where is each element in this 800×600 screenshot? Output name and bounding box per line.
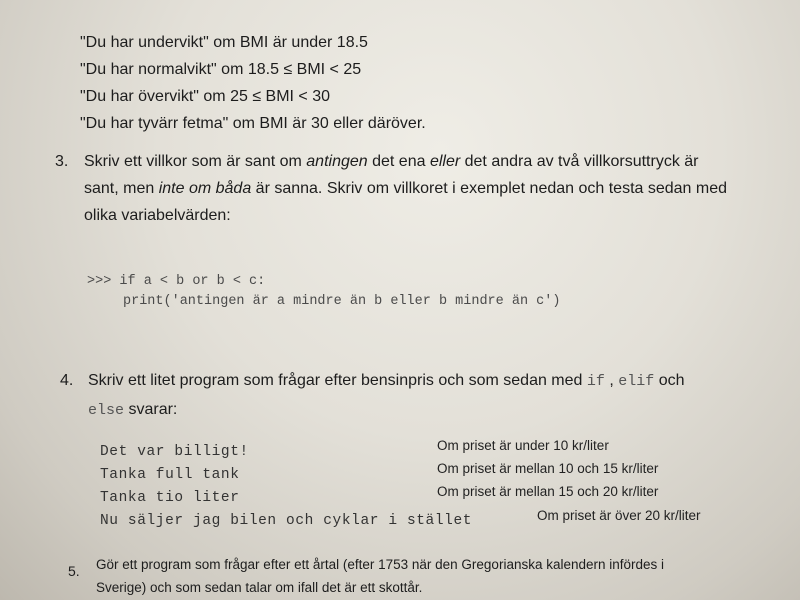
q4-line-2: else svarar: bbox=[88, 401, 178, 419]
q4-number: 4. bbox=[60, 372, 74, 389]
q3-line-2: sant, men inte om båda är sanna. Skriv om villkoret i exemplet nedan och testa sedan med bbox=[84, 180, 728, 197]
q4-output-4: Nu säljer jag bilen och cyklar i stället bbox=[100, 513, 473, 529]
q5-line-1: Gör ett program som frågar efter ett årtal (efter 1753 när den Gregorianska kalendern infördes i bbox=[96, 557, 665, 572]
q5-number: 5. bbox=[68, 563, 80, 579]
bmi-line-underweight: "Du har undervikt" om BMI är under 18.5 bbox=[80, 34, 368, 51]
q4-output-3: Tanka tio liter bbox=[100, 490, 240, 506]
q3-line-3: olika variabelvärden: bbox=[84, 207, 231, 224]
bmi-line-obese: "Du har tyvärr fetma" om BMI är 30 eller däröver. bbox=[80, 115, 426, 132]
q3-number: 3. bbox=[55, 153, 69, 170]
q4-condition-3: Om priset är mellan 15 och 20 kr/liter bbox=[437, 484, 659, 499]
q4-condition-4: Om priset är över 20 kr/liter bbox=[537, 508, 701, 523]
q3-code-line-2: print('antingen är a mindre än b eller b mindre än c') bbox=[123, 294, 561, 309]
q5-line-2: Sverige) och som sedan talar om ifall det är ett skottår. bbox=[96, 580, 423, 595]
q3-code-line-1: >>> if a < b or b < c: bbox=[87, 274, 266, 289]
q4-condition-1: Om priset är under 10 kr/liter bbox=[437, 438, 609, 453]
q4-output-1: Det var billigt! bbox=[100, 444, 249, 460]
q4-output-2: Tanka full tank bbox=[100, 467, 240, 483]
q4-line-1: Skriv ett litet program som frågar efter bensinpris och som sedan med if , elif och bbox=[88, 372, 685, 390]
q4-condition-2: Om priset är mellan 10 och 15 kr/liter bbox=[437, 461, 659, 476]
bmi-line-overweight: "Du har övervikt" om 25 ≤ BMI < 30 bbox=[80, 88, 331, 105]
bmi-line-normal: "Du har normalvikt" om 18.5 ≤ BMI < 25 bbox=[80, 61, 362, 78]
q3-line-1: Skriv ett villkor som är sant om antingen det ena eller det andra av två villkorsuttryck är bbox=[84, 153, 699, 170]
